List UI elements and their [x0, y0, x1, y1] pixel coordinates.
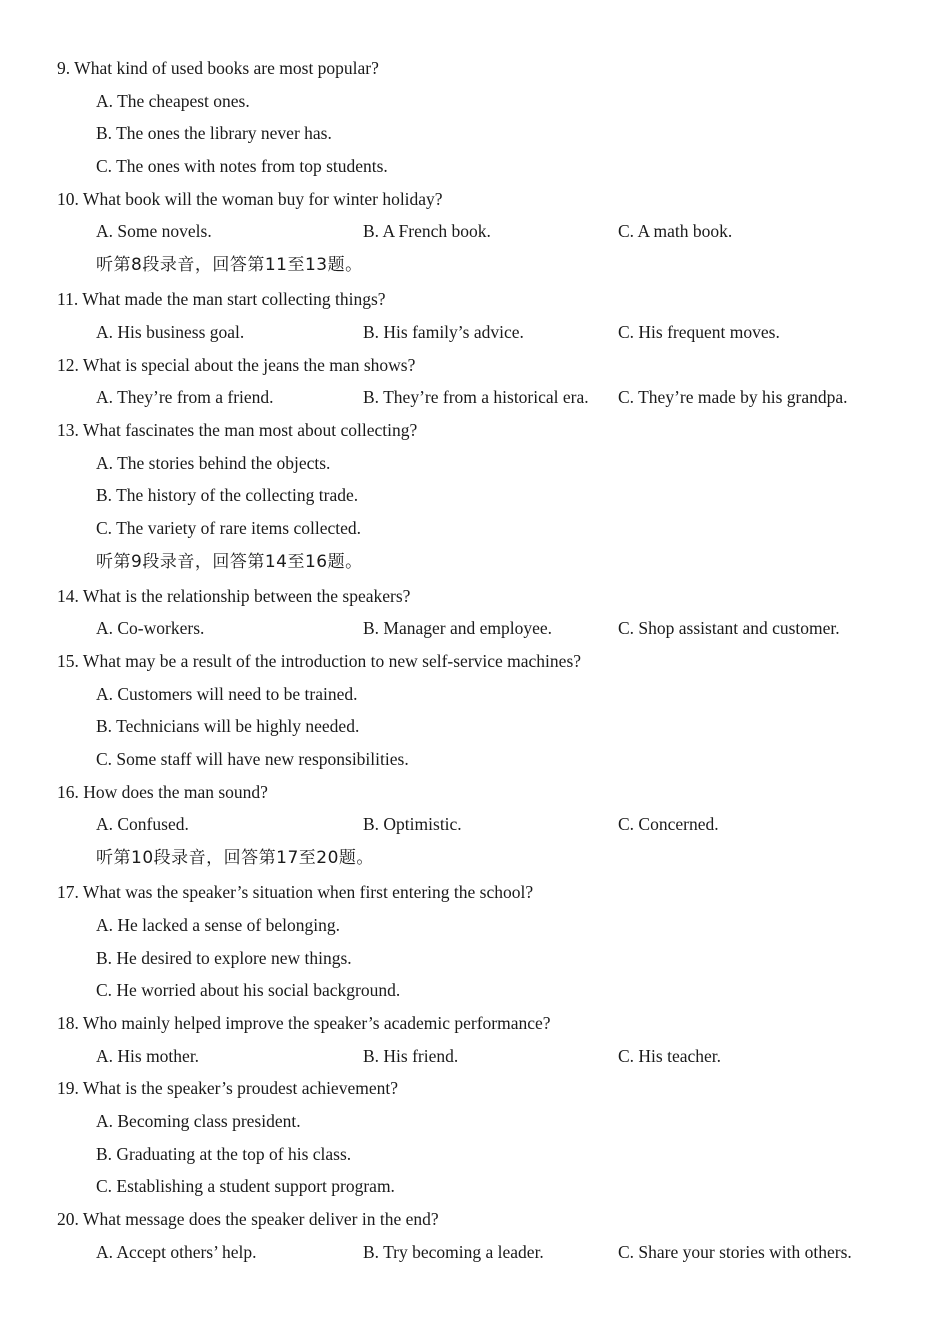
option-15b: B. Technicians will be highly needed. — [96, 716, 360, 737]
option-18a: A. His mother. — [96, 1045, 200, 1066]
section-instruction-8: 听第8段录音，回答第11至13题。 — [96, 255, 363, 276]
question-10: 10. What book will the woman buy for winter holiday? — [57, 188, 443, 209]
question-20: 20. What message does the speaker deliver in the end? — [57, 1209, 439, 1229]
option-14b: B. Manager and employee. — [363, 618, 553, 639]
option-14a: A. Co-workers. — [96, 618, 205, 639]
option-15c: C. Some staff will have new responsibilities. — [96, 749, 409, 770]
option-10b: B. A French book. — [363, 221, 491, 242]
section-instruction-9: 听第9段录音，回答第14至16题。 — [96, 551, 363, 572]
question-18: 18. Who mainly helped improve the speaker’s academic performance? — [57, 1012, 551, 1033]
option-20c: C. Share your stories with others. — [618, 1241, 852, 1262]
option-13c: C. The variety of rare items collected. — [96, 517, 361, 538]
question-19: 19. What is the speaker’s proudest achievement? — [57, 1078, 398, 1099]
option-16c: C. Concerned. — [618, 814, 719, 835]
options-20 — [0, 1236, 950, 1269]
question-13: 13. What fascinates the man most about collecting? — [57, 419, 418, 440]
question-16: 16. How does the man sound? — [57, 781, 268, 802]
options-10 — [0, 215, 950, 248]
options-16 — [0, 808, 950, 841]
option-16b: B. Optimistic. — [363, 814, 462, 835]
option-11a: A. His business goal. — [96, 321, 245, 342]
option-9a: A. The cheapest ones. — [96, 90, 250, 111]
option-19a: A. Becoming class president. — [96, 1110, 301, 1131]
exam-page — [0, 52, 950, 1268]
question-11: 11. What made the man start collecting things? — [57, 289, 386, 310]
section-instruction-10: 听第10段录音，回答第17至20题。 — [96, 848, 374, 869]
option-10a: A. Some novels. — [96, 221, 212, 242]
option-14c: C. Shop assistant and customer. — [618, 618, 840, 639]
option-9b: B. The ones the library never has. — [96, 123, 332, 144]
option-13a: A. The stories behind the objects. — [96, 452, 331, 473]
option-12a: A. They’re from a friend. — [96, 387, 274, 408]
question-9: 9. What kind of used books are most popular? — [57, 58, 379, 78]
option-12b: B. They’re from a historical era. — [363, 387, 589, 408]
option-17b: B. He desired to explore new things. — [96, 947, 352, 968]
question-14: 14. What is the relationship between the speakers? — [57, 585, 411, 606]
option-11c: C. His frequent moves. — [618, 321, 780, 342]
option-9c: C. The ones with notes from top students. — [96, 156, 388, 177]
option-17c: C. He worried about his social background. — [96, 980, 401, 1001]
option-15a: A. Customers will need to be trained. — [96, 683, 358, 704]
option-12c: C. They’re made by his grandpa. — [618, 387, 848, 408]
option-20a: A. Accept others’ help. — [96, 1241, 257, 1262]
option-19b: B. Graduating at the top of his class. — [96, 1143, 352, 1164]
option-16a: A. Confused. — [96, 814, 189, 835]
option-13b: B. The history of the collecting trade. — [96, 485, 359, 506]
option-18c: C. His teacher. — [618, 1045, 722, 1066]
options-11 — [0, 316, 950, 349]
option-18b: B. His friend. — [363, 1045, 459, 1066]
option-20b: B. Try becoming a leader. — [363, 1241, 544, 1262]
question-15: 15. What may be a result of the introduction to new self-service machines? — [57, 651, 582, 671]
options-12 — [0, 381, 950, 414]
option-11b: B. His family’s advice. — [363, 321, 524, 342]
options-14 — [0, 612, 950, 645]
question-17: 17. What was the speaker’s situation when first entering the school? — [57, 882, 534, 903]
option-10c: C. A math book. — [618, 221, 733, 242]
options-18 — [0, 1040, 950, 1073]
question-12: 12. What is special about the jeans the man shows? — [57, 354, 416, 375]
option-19c: C. Establishing a student support program. — [96, 1176, 395, 1197]
option-17a: A. He lacked a sense of belonging. — [96, 914, 340, 935]
